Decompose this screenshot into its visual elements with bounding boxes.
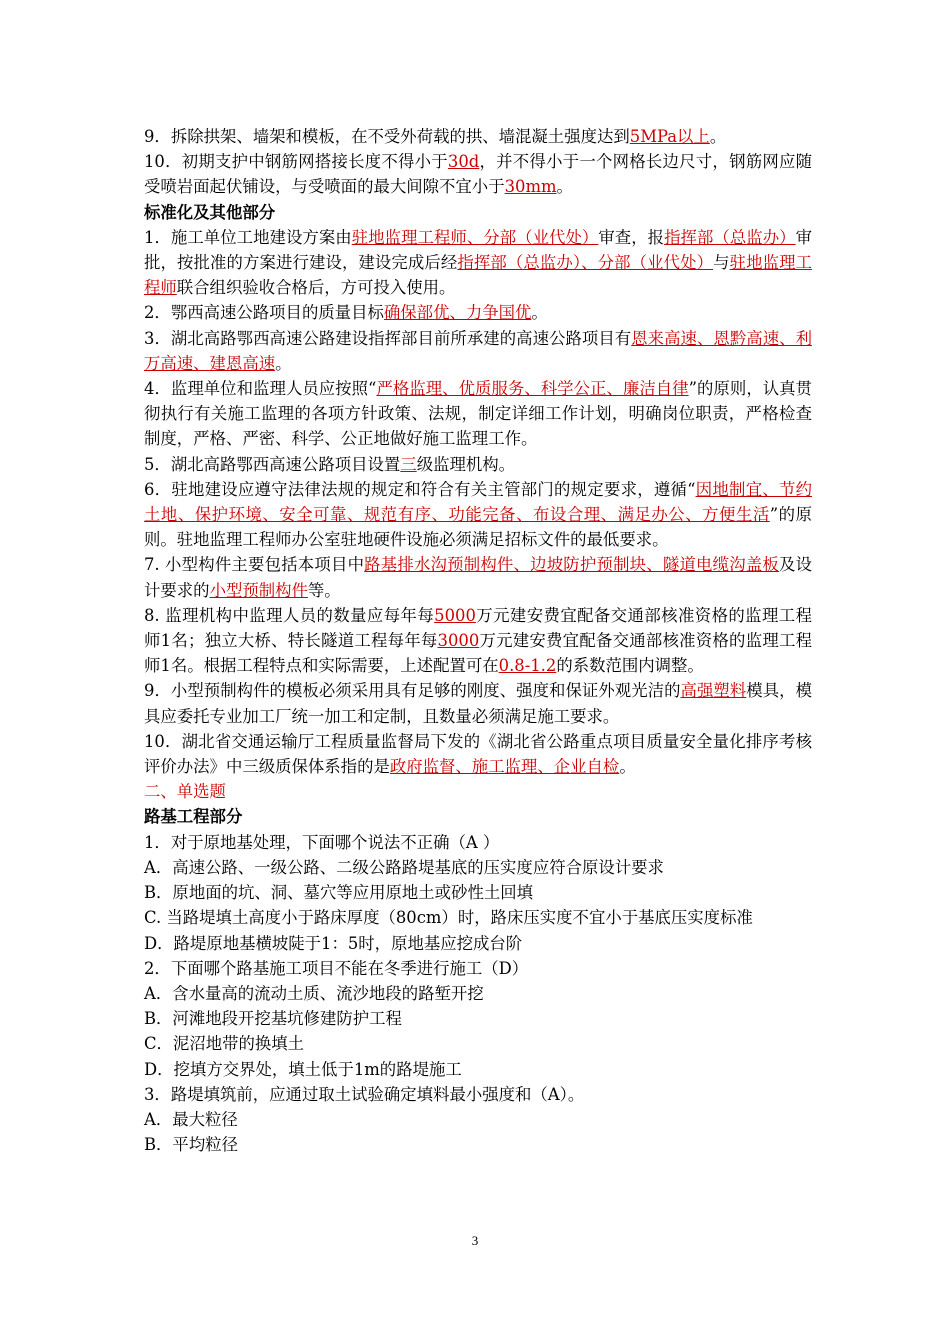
paragraph (144, 124, 812, 149)
text-run: 。 (275, 353, 292, 373)
text-run: 二、单选题 (144, 782, 226, 802)
answer-text: 指挥部（总监办）、分部（业代处） (457, 253, 714, 273)
text-run: D．路堤原地基横坡陡于1：5时，原地基应挖成台阶 (144, 933, 523, 953)
text-run: 1．对于原地基处理，下面哪个说法不正确（A ） (144, 832, 500, 852)
answer-text: 驻地监理工程师 (144, 253, 812, 298)
text-run: 8. 监理机构中监理人员的数量应每年每 (144, 605, 435, 625)
answer-text: 政府监督、施工监理、企业自检 (389, 757, 620, 777)
text-run: 级监理机构。 (416, 454, 516, 474)
paragraph (144, 729, 812, 779)
paragraph (144, 552, 812, 602)
answer-text: 高强塑料 (680, 681, 747, 701)
paragraph (144, 931, 812, 956)
paragraph (144, 603, 812, 679)
paragraph (144, 1006, 812, 1031)
text-run: 9．拆除拱架、墙架和模板，在不受外荷载的拱、墙混凝土强度达到 (144, 127, 630, 146)
text-run: 万元建安费宜配备交通部核准资格的监理工程师1名。根据工程特点和实际需要，上述配置可在 (144, 631, 813, 676)
text-run: 3．湖北高路鄂西高速公路建设指挥部目前所承建的高速公路项目有 (144, 328, 632, 348)
paragraph (144, 905, 812, 930)
text-run: 与 (713, 253, 730, 273)
text-run: 模具，模具应委托专业加工厂统一加工和定制，且数量必须满足施工要求。 (144, 681, 813, 726)
text-run: 。 (531, 303, 548, 323)
paragraph (144, 981, 812, 1006)
paragraph (144, 326, 812, 376)
answer-text: 5MPa以上 (629, 127, 710, 146)
text-run: 及设计要求的 (144, 555, 812, 600)
text-run: B．原地面的坑、洞、墓穴等应用原地土或砂性土回填 (144, 883, 534, 903)
text-run: 审查，报 (598, 227, 665, 247)
paragraph (144, 880, 812, 905)
answer-text: 30mm (504, 177, 557, 197)
text-run: 。 (556, 177, 573, 197)
paragraph (144, 1057, 812, 1082)
document-body (144, 124, 812, 1157)
text-run: 4．监理单位和监理人员应按照“ (144, 379, 377, 399)
answer-text: 驻地监理工程师、分部（业代处） (351, 227, 599, 247)
answer-text: 3000 (437, 631, 480, 651)
page-number: 3 (471, 1233, 479, 1248)
text-run: 5．湖北高路鄂西高速公路项目设置 (144, 454, 401, 474)
text-run: 1．施工单位工地建设方案由 (144, 227, 352, 247)
text-run: 标准化及其他部分 (144, 202, 276, 222)
paragraph (144, 1082, 812, 1107)
text-run: 等。 (307, 580, 341, 600)
paragraph (144, 225, 812, 301)
text-run: 6．驻地建设应遵守法律法规的规定和符合有关主管部门的规定要求，遵循“ (144, 479, 696, 499)
answer-text: 小型预制构件 (209, 580, 308, 600)
text-run: A．高速公路、一级公路、二级公路路堤基底的压实度应符合原设计要求 (144, 857, 664, 877)
text-run: 2．下面哪个路基施工项目不能在冬季进行施工（D） (144, 958, 529, 978)
text-run: 10．湖北省交通运输厅工程质量监督局下发的《湖北省公路重点项目质量安全量化排序考核评价办法》中三级质保体系指的是 (144, 731, 812, 777)
text-run: 。 (709, 127, 727, 146)
paragraph (144, 1031, 812, 1056)
paragraph (144, 477, 812, 553)
paragraph (144, 452, 812, 477)
text-run: 7. 小型构件主要包括本项目中 (144, 555, 365, 575)
paragraph (144, 830, 812, 855)
answer-text: 0.8-1.2 (498, 656, 557, 676)
paragraph (144, 678, 812, 728)
text-run: ，并不得小于一个网格长边尺寸，钢筋网应随受喷岩面起伏铺设，与受喷面的最大间隙不宜小于 (144, 152, 813, 197)
text-run: 的系数范围内调整。 (556, 656, 704, 676)
paragraph (144, 300, 812, 325)
text-run: ”的原则。驻地监理工程师办公室驻地硬件设施必须满足招标文件的最低要求。 (144, 505, 812, 550)
paragraph (144, 1107, 812, 1132)
text-run: 联合组织验收合格后，方可投入使用。 (176, 278, 456, 298)
text-run: 2．鄂西高速公路项目的质量目标 (144, 303, 384, 323)
answer-text: 因地制宜、节约土地、保护环境、安全可靠、规范有序、功能完备、布设合理、满足办公、方便生活 (144, 479, 813, 525)
answer-text: 三 (400, 454, 417, 474)
text-run: C．泥沼地带的换填土 (144, 1034, 305, 1054)
paragraph (144, 956, 812, 981)
answer-text: 5000 (434, 605, 476, 625)
answer-text: 恩来高速、恩黔高速、利万高速、建恩高速 (144, 328, 812, 373)
text-run: A．最大粒径 (144, 1109, 238, 1129)
paragraph (144, 200, 812, 225)
answer-text: 30d (447, 152, 480, 172)
paragraph (144, 855, 812, 880)
text-run: D．挖填方交界处，填土低于1m的路堤施工 (144, 1059, 462, 1079)
answer-text: 指挥部（总监办） (664, 227, 796, 247)
paragraph (144, 804, 812, 829)
text-run: 路基工程部分 (144, 807, 243, 827)
text-run: B．河滩地段开挖基坑修建防护工程 (144, 1009, 402, 1029)
text-run: 3．路堤填筑前，应通过取土试验确定填料最小强度和（A）。 (144, 1084, 585, 1104)
text-run: 万元建安费宜配备交通部核准资格的监理工程师1名；独立大桥、特长隧道工程每年每 (144, 605, 812, 651)
text-run: A．含水量高的流动土质、流沙地段的路堑开挖 (144, 983, 484, 1003)
answer-text: 路基排水沟预制构件、边坡防护预制块、隧道电缆沟盖板 (364, 555, 780, 575)
text-run: ”的原则，认真贯彻执行有关施工监理的各项方针政策、法规，制定详细工作计划，明确岗位职责，严格检查制度，严格、严密、科学、公正地做好施工监理工作。 (144, 379, 812, 449)
answer-text: 严格监理、优质服务、科学公正、廉洁自律 (376, 379, 689, 399)
text-run: 审批，按批准的方案进行建设，建设完成后经 (144, 227, 813, 273)
paragraph (144, 1132, 812, 1157)
text-run: C. 当路堤填土高度小于路床厚度（80cm）时，路床压实度不宜小于基底压实度标准 (144, 908, 753, 928)
text-run: 9．小型预制构件的模板必须采用具有足够的刚度、强度和保证外观光洁的 (144, 681, 681, 701)
answer-text: 确保部优、力争国优 (383, 303, 532, 323)
paragraph (144, 149, 812, 199)
paragraph (144, 376, 812, 452)
text-run: 10．初期支护中钢筋网搭接长度不得小于 (144, 152, 448, 172)
text-run: 。 (619, 757, 636, 777)
paragraph (144, 779, 812, 804)
text-run: B．平均粒径 (144, 1135, 238, 1155)
